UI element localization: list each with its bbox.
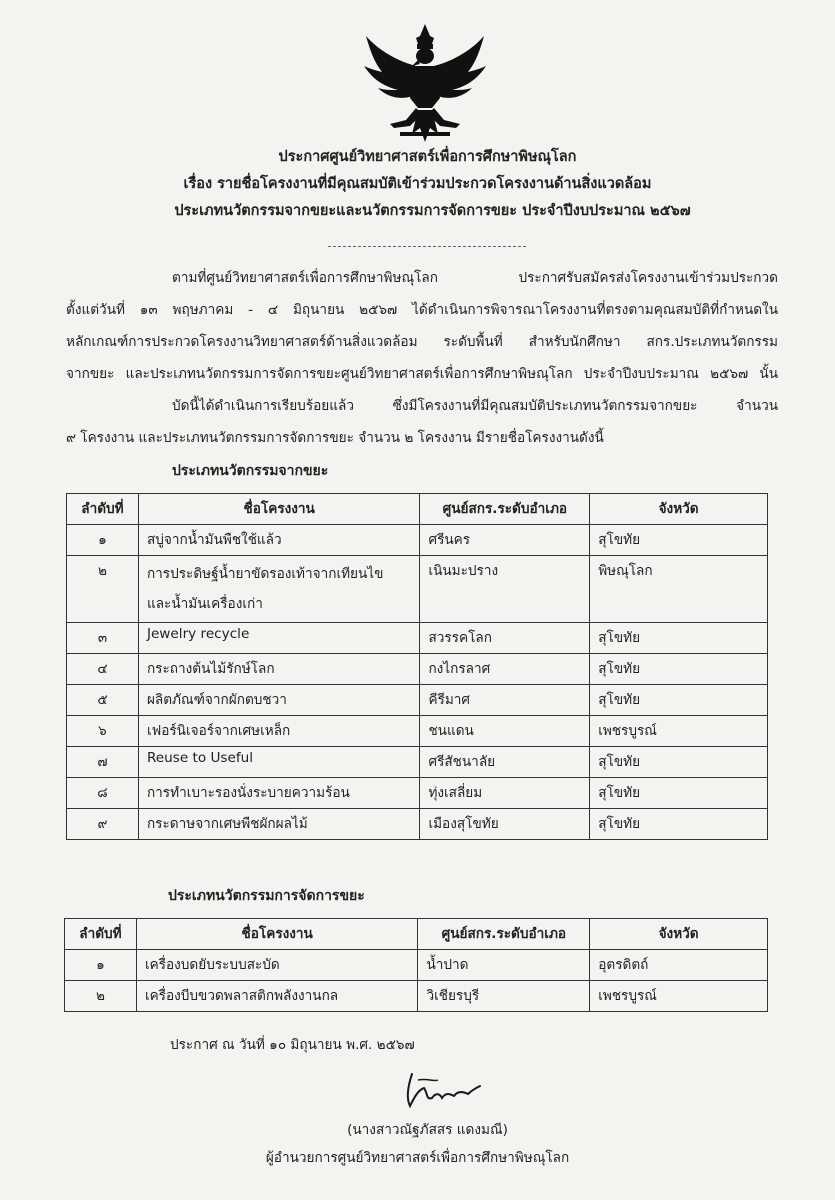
center-name: เนินมะปราง [420,556,590,623]
column-header: ศูนย์สกร.ระดับอำเภอ [418,919,590,950]
body-line: บัดนี้ได้ดำเนินการเรียบร้อยแล้ว ซึ่งมีโครงงานที่มีคุณสมบัติประเภทนวัตกรรมจากขยะ จำนวน [172,398,778,414]
project-name: ผลิตภัณฑ์จากผักตบชวา [138,685,420,716]
signer-name: (นางสาวณัฐภัสสร แดงมณี) [347,1122,508,1138]
province-name: สุโขทัย [590,623,768,654]
section1-table [66,493,768,840]
body-line: หลักเกณฑ์การประกวดโครงงานวิทยาศาสตร์ด้านสิ่งแวดล้อม ระดับพื้นที่ สำหรับนักศึกษา สกร.ประเภทนวัตกรรม [66,334,778,350]
announcement-date: ประกาศ ณ วันที่ ๑๐ มิถุนายน พ.ศ. ๒๕๖๗ [170,1037,415,1053]
project-name-continued: และน้ำมันเครื่องเก่า [146,596,263,612]
table-row [65,950,768,981]
section1-heading: ประเภทนวัตกรรมจากขยะ [172,463,329,479]
body-line: ตามที่ศูนย์วิทยาศาสตร์เพื่อการศึกษาพิษณุโลก ประกาศรับสมัครส่งโครงงานเข้าร่วมประกวด [172,270,778,286]
column-header: ชื่อโครงงาน [138,494,420,525]
center-name: คีรีมาศ [420,685,590,716]
signer-title: ผู้อำนวยการศูนย์วิทยาศาสตร์เพื่อการศึกษาพิษณุโลก [265,1150,570,1166]
row-number: ๑ [65,950,137,981]
section2-table [64,918,768,1012]
province-name: เพชรบูรณ์ [590,716,768,747]
row-number: ๓ [67,623,139,654]
project-name: เครื่องบีบขวดพลาสติกพลังงานกล [136,981,418,1012]
column-header: ศูนย์สกร.ระดับอำเภอ [420,494,590,525]
row-number: ๕ [67,685,139,716]
province-name: สุโขทัย [590,778,768,809]
row-number: ๖ [67,716,139,747]
table-row [67,654,768,685]
center-name: เมืองสุโขทัย [420,809,590,840]
announcement-title [0,144,835,225]
project-name: Jewelry recycle [138,623,420,654]
table-header-row [67,494,768,525]
row-number: ๒ [65,981,137,1012]
row-number: ๗ [67,747,139,778]
row-number: ๒ [67,556,139,623]
column-header: ลำดับที่ [65,919,137,950]
table-row [67,716,768,747]
center-name: กงไกรลาศ [420,654,590,685]
row-number: ๘ [67,778,139,809]
province-name: สุโขทัย [590,685,768,716]
row-number: ๑ [67,525,139,556]
project-name: การประดิษฐ์น้ำยาขัดรองเท้าจากเทียนไข [146,566,384,582]
project-name: การทำเบาะรองนั่งระบายความร้อน [138,778,420,809]
province-name: เพชรบูรณ์ [590,981,768,1012]
body-line: จากขยะ และประเภทนวัตกรรมการจัดการขยะศูนย์วิทยาศาสตร์เพื่อการศึกษาพิษณุโลก ประจำปีงบประมาณ ๒๕๖๗ นั้น [66,366,778,382]
table-row [65,981,768,1012]
table-row [67,623,768,654]
table-row [67,747,768,778]
province-name: อุตรดิตถ์ [590,950,768,981]
title-line-3: ประเภทนวัตกรรมจากขยะและนวัตกรรมการจัดการขยะ ประจำปีงบประมาณ ๒๕๖๗ [174,203,691,219]
title-divider [328,246,526,247]
section2-heading: ประเภทนวัตกรรมการจัดการขยะ [168,888,365,904]
title-line-1: ประกาศศูนย์วิทยาศาสตร์เพื่อการศึกษาพิษณุโลก [278,149,577,165]
title-line-2: เรื่อง รายชื่อโครงงานที่มีคุณสมบัติเข้าร่วมประกวดโครงงานด้านสิ่งแวดล้อม [183,176,652,192]
center-name: ศรีนคร [420,525,590,556]
province-name: พิษณุโลก [590,556,768,623]
province-name: สุโขทัย [590,809,768,840]
province-name: สุโขทัย [590,525,768,556]
center-name: สวรรคโลก [420,623,590,654]
project-name: สบู่จากน้ำมันพืชใช้แล้ว [138,525,420,556]
table-row [67,525,768,556]
column-header: จังหวัด [590,919,768,950]
center-name: น้ำปาด [418,950,590,981]
center-name: วิเชียรบุรี [418,981,590,1012]
body-line: ตั้งแต่วันที่ ๑๓ พฤษภาคม - ๔ มิถุนายน ๒๕๖๗ ได้ดำเนินการพิจารณาโครงงานที่ตรงตามคุณสมบัติที่กำหนดใน [66,302,778,318]
center-name: ทุ่งเสลี่ยม [420,778,590,809]
project-name: กระถางต้นไม้รักษ์โลก [138,654,420,685]
center-name: ชนแดน [420,716,590,747]
column-header: จังหวัด [590,494,768,525]
table-header-row [65,919,768,950]
garuda-emblem-icon [360,22,490,144]
province-name: สุโขทัย [590,747,768,778]
table-row [67,685,768,716]
table-row [67,556,768,623]
project-name: กระดาษจากเศษพืชผักผลไม้ [138,809,420,840]
project-name: เครื่องบดยับระบบสะบัด [136,950,418,981]
column-header: ลำดับที่ [67,494,139,525]
row-number: ๙ [67,809,139,840]
province-name: สุโขทัย [590,654,768,685]
project-name: เฟอร์นิเจอร์จากเศษเหล็ก [138,716,420,747]
body-line: ๙ โครงงาน และประเภทนวัตกรรมการจัดการขยะ จำนวน ๒ โครงงาน มีรายชื่อโครงงานดังนี้ [66,430,604,446]
announcement-body [66,262,778,454]
column-header: ชื่อโครงงาน [136,919,418,950]
project-name: Reuse to Useful [138,747,420,778]
row-number: ๔ [67,654,139,685]
table-row [67,778,768,809]
table-row [67,809,768,840]
handwritten-signature [398,1068,488,1112]
center-name: ศรีสัชนาลัย [420,747,590,778]
project-name-cell [138,556,420,623]
